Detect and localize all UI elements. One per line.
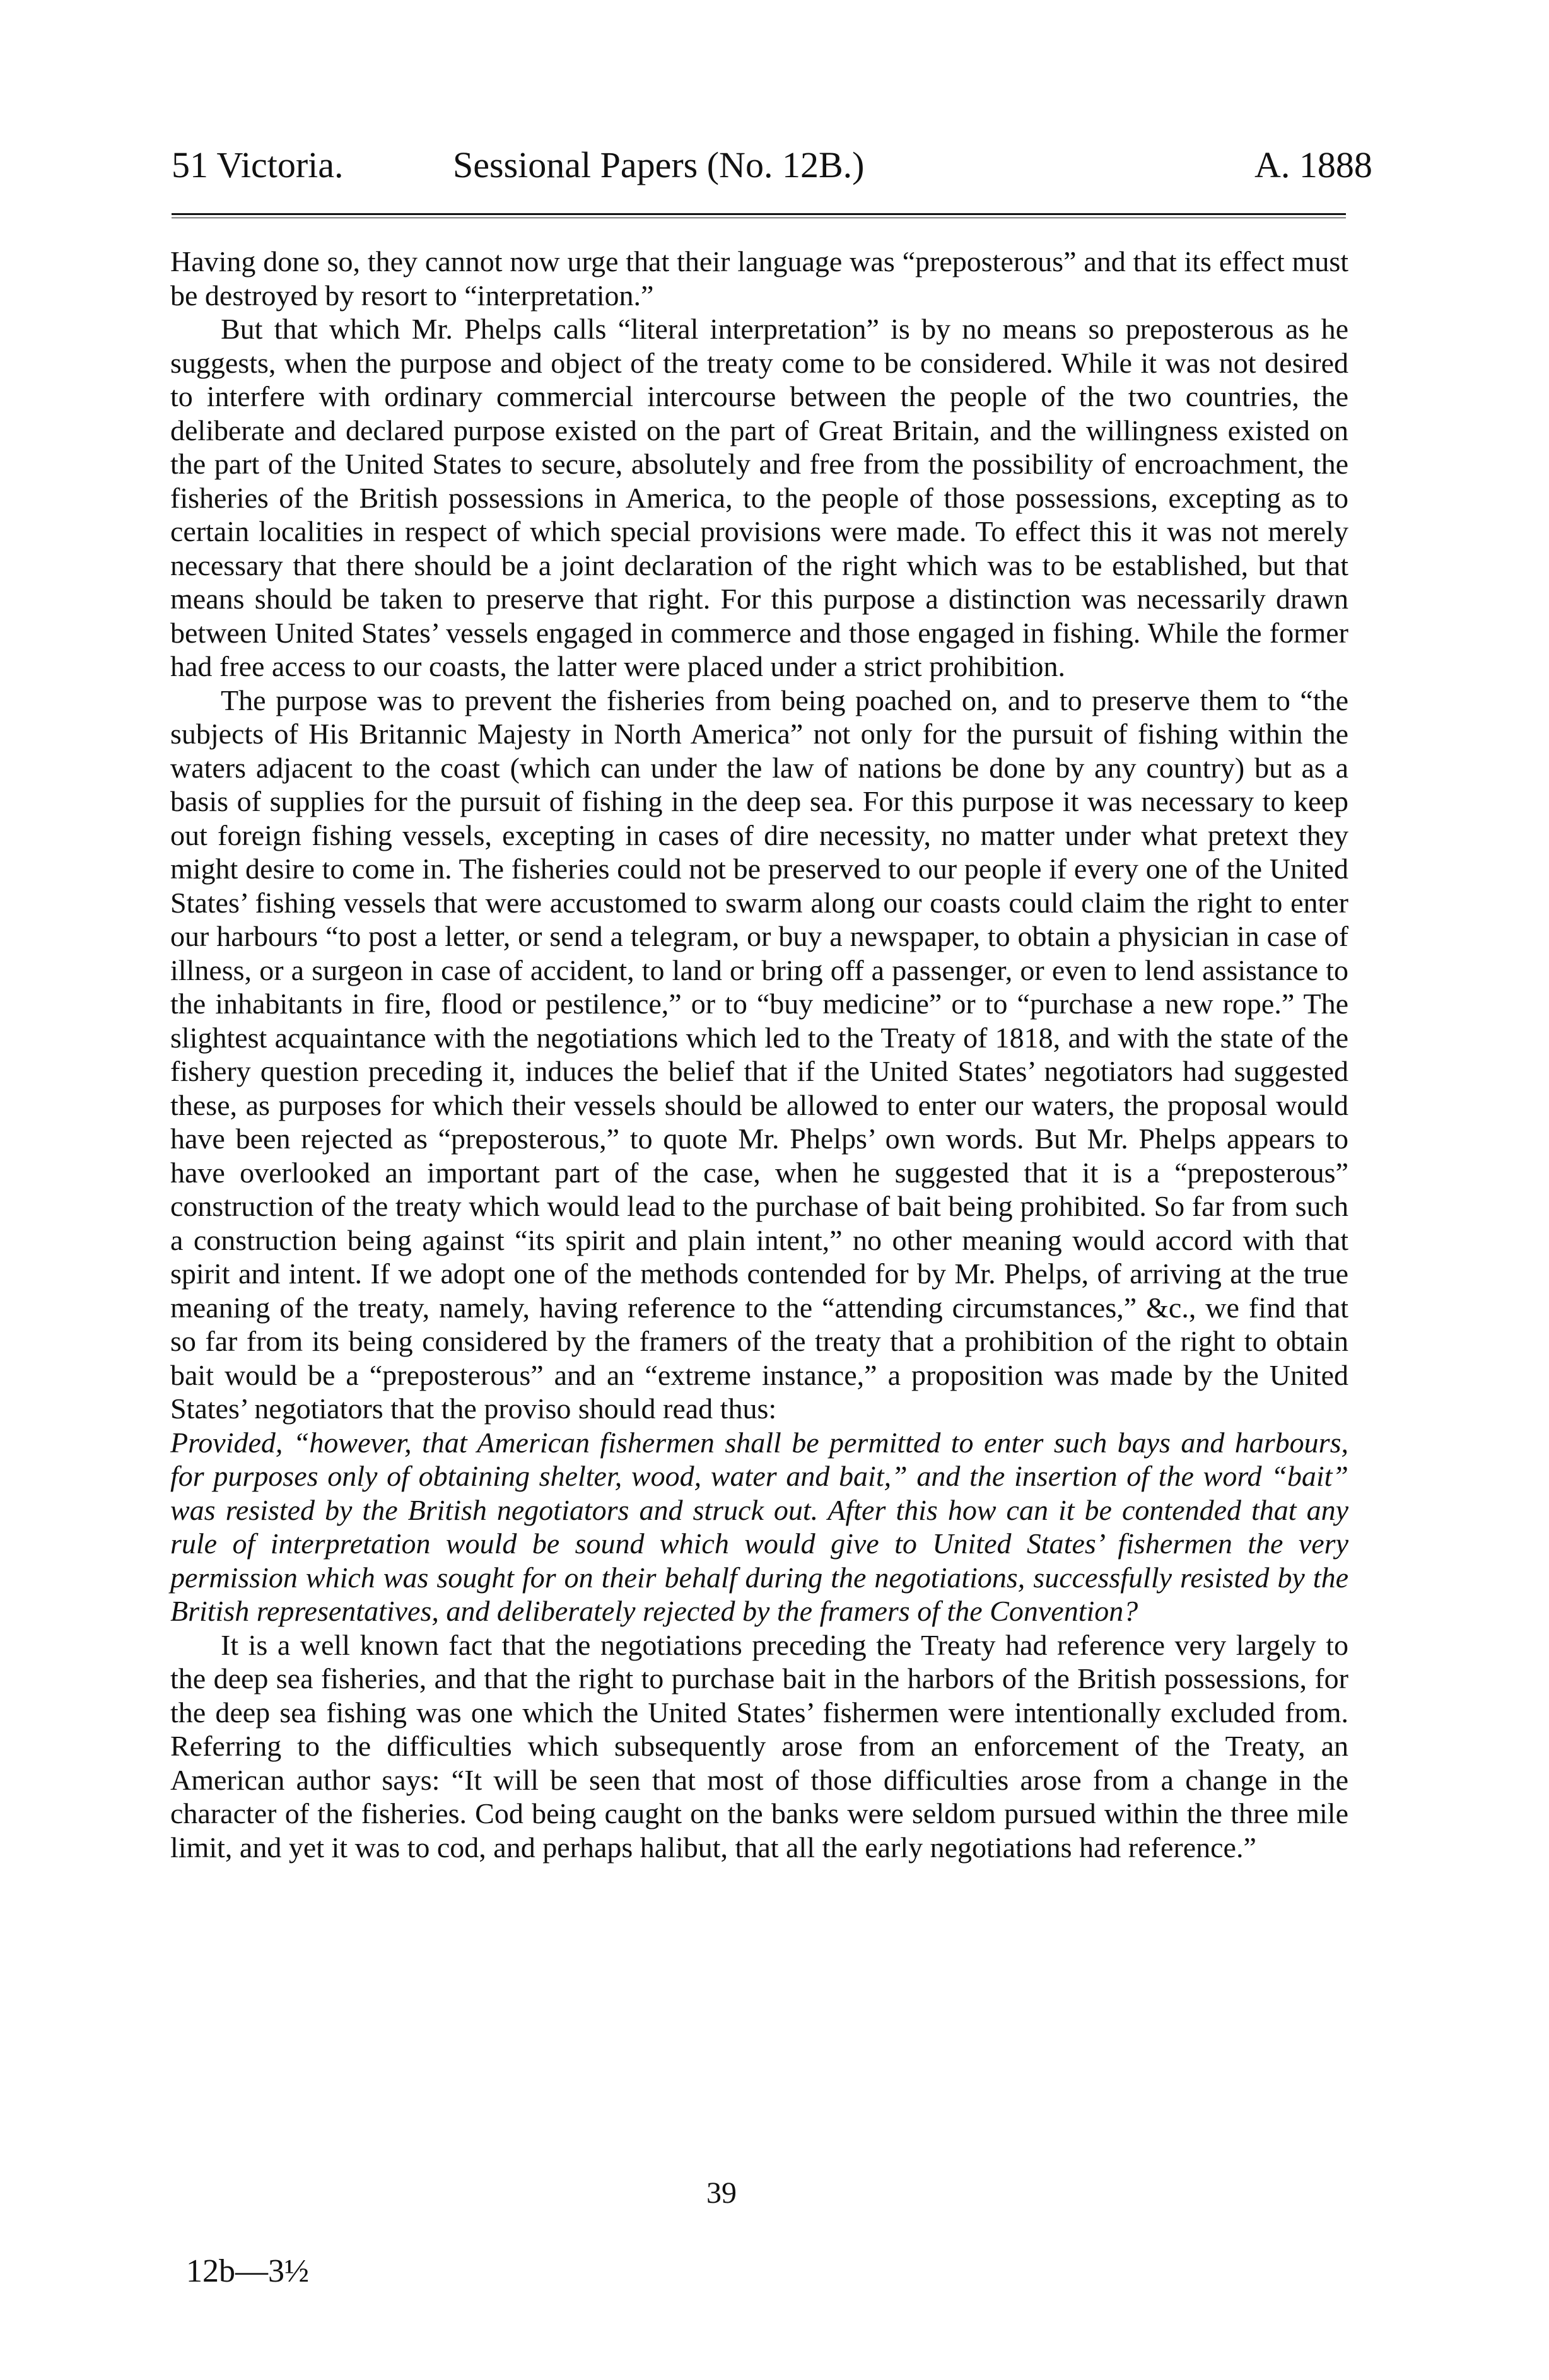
body-text bbox=[170, 245, 1348, 1864]
paragraph: But that which Mr. Phelps calls “literal interpretation” is by no means so preposterous as he suggests, when the purpose and object of the treaty come to be considered. While it was not desired to interfere with ordinary commercial intercourse between the people of the two countries, the deliberate and declared purpose existed on the part of Great Britain, and the willingness existed on the part of the United States to secure, absolutely and free from the possibility of encroachment, the fisheries of the British possessions in America, to the people of those possessions, excepting as to certain localities in respect of which special provisions were made. To effect this it was not merely necessary that there should be a joint declaration of the right which was to be established, but that means should be taken to preserve that right. For this purpose a distinction was necessarily drawn between United States’ vessels engaged in commerce and those engaged in fishing. While the former had free access to our coasts, the latter were placed under a strict prohibition. bbox=[170, 313, 1348, 682]
signature-mark: 12b—3½ bbox=[186, 2253, 309, 2289]
header-rule bbox=[172, 213, 1346, 218]
quoted-proviso: Provided, “however, that American fishermen shall be permitted to enter such bays and harbours, for purposes only of obtaining shelter, wood, water and bait,” and the insertion of the word “bait” was resisted by the British negotiators and struck out. After this how can it be contended that any rule of interpretation would be sound which would give to United States’ fishermen the very permission which was sought for on their behalf during the negotiations, successfully resisted by the British representatives, and deliberately rejected by the framers of the Convention? bbox=[170, 1426, 1348, 1627]
header-title: Sessional Papers (No. 12B.) bbox=[453, 144, 865, 185]
running-header bbox=[0, 140, 1549, 190]
header-year: A. 1888 bbox=[1254, 144, 1372, 185]
paragraph: The purpose was to prevent the fisheries from being poached on, and to preserve them to “the subjects of His Britannic Majesty in North America” not only for the pursuit of fishing within the waters adjacent to the coast (which can under the law of nations be done by any country) but as a basis of supplies for the pursuit of fishing in the deep sea. For this purpose it was necessary to keep out foreign fishing vessels, excepting in cases of dire necessity, no matter under what pretext they might desire to come in. The fisheries could not be preserved to our people if every one of the United States’ fishing vessels that were accustomed to swarm along our coasts could claim the right to enter our harbours “to post a letter, or send a telegram, or buy a newspaper, to obtain a physician in case of illness, or a surgeon in case of accident, to land or bring off a passenger, or even to lend assistance to the inhabitants in fire, flood or pestilence,” or to “buy medicine” or to “purchase a new rope.” The slightest acquaintance with the negotiations which led to the Treaty of 1818, and with the state of the fishery question preceding it, induces the belief that if the United States’ negotiators had suggested these, as purposes for which their vessels should be allowed to enter our waters, the proposal would have been rejected as “preposterous,” to quote Mr. Phelps’ own words. But Mr. Phelps appears to have overlooked an important part of the case, when he suggested that it is a “preposterous” construction of the treaty which would lead to the purchase of bait being prohibited. So far from such a construction being against “its spirit and plain intent,” no other meaning would accord with that spirit and intent. If we adopt one of the methods contended for by Mr. Phelps, of arriving at the true meaning of the treaty, namely, having reference to the “attending circumstances,” &c., we find that so far from its being considered by the framers of the treaty that a prohibition of the right to obtain bait would be a “preposterous” and an “extreme instance,” a proposition was made by the United States’ negotiators that the proviso should read thus: bbox=[170, 684, 1348, 1425]
header-volume: 51 Victoria. bbox=[172, 144, 344, 185]
page-number: 39 bbox=[706, 2176, 737, 2210]
paragraph: Having done so, they cannot now urge that their language was “preposterous” and that its effect must be destroyed by resort to “interpretation.” bbox=[170, 245, 1348, 312]
paragraph: It is a well known fact that the negotiations preceding the Treaty had reference very largely to the deep sea fisheries, and that the right to purchase bait in the harbors of the British possessions, for the deep sea fishing was one which the United States’ fishermen were intentionally excluded from. Referring to the difficulties which subsequently arose from an enforcement of the Treaty, an American author says: “It will be seen that most of those difficulties arose from a change in the character of the fisheries. Cod being caught on the banks were seldom pursued within the three mile limit, and yet it was to cod, and perhaps halibut, that all the early negotiations had reference.” bbox=[170, 1628, 1348, 1864]
